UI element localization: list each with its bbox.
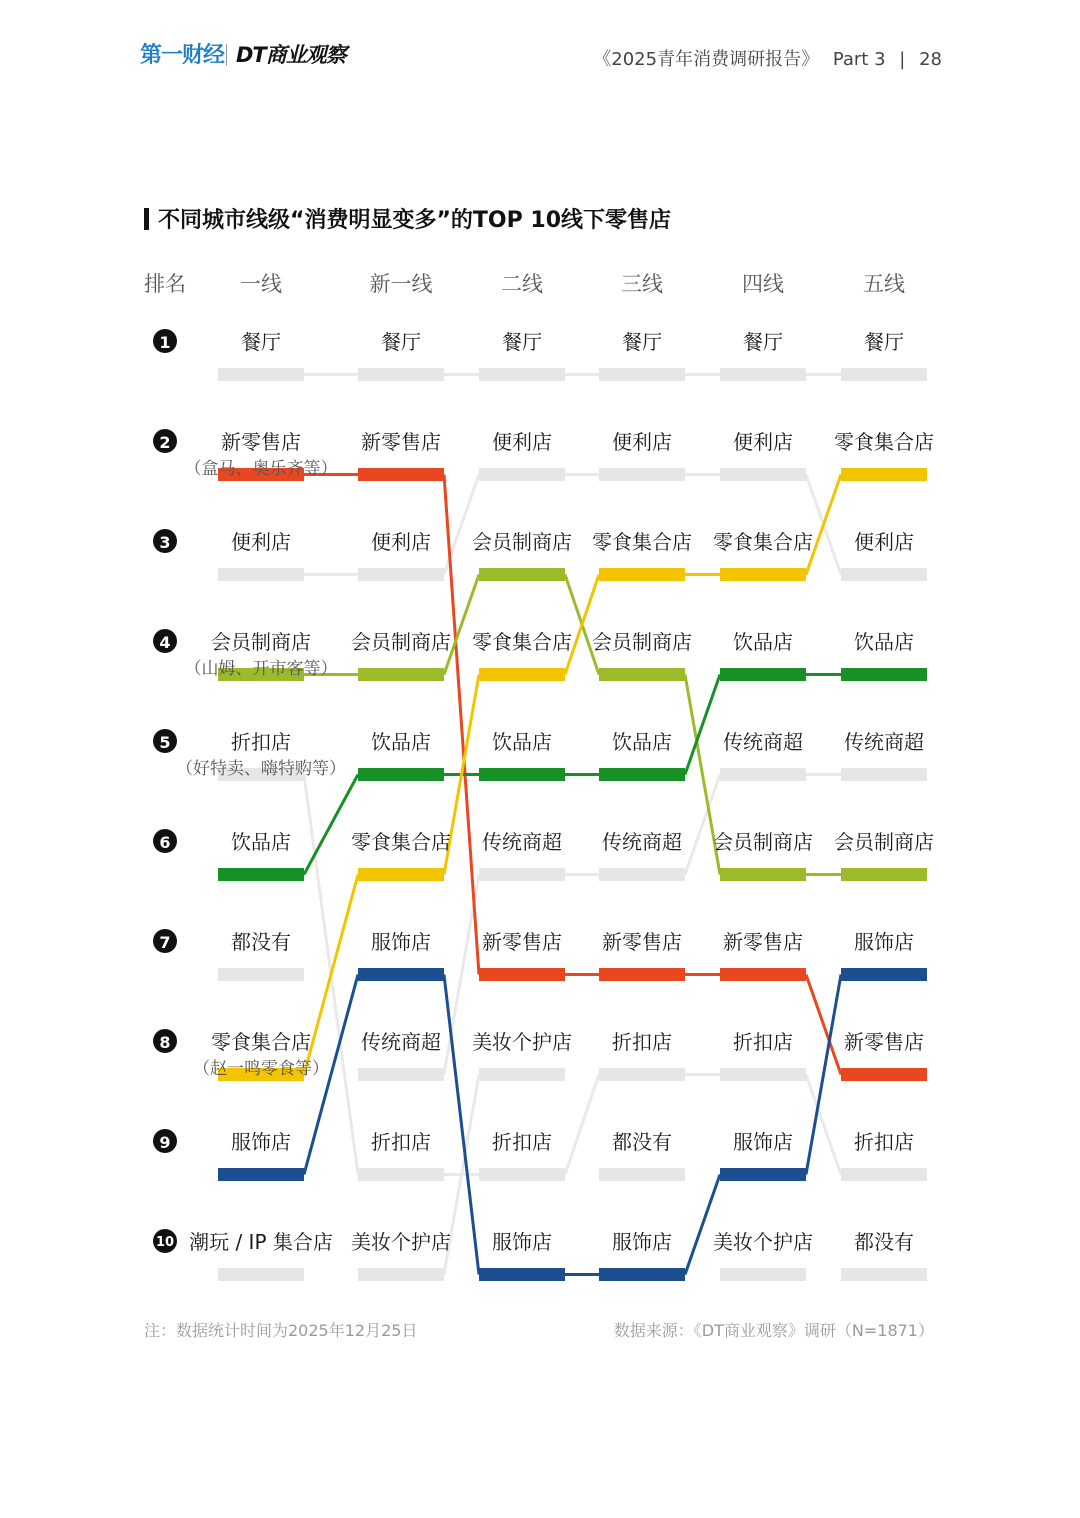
- chart-title: 不同城市线级“消费明显变多”的TOP 10线下零售店: [158, 208, 672, 233]
- store-label: 便利店: [733, 430, 793, 454]
- rank-number: 10: [155, 1235, 175, 1250]
- rank-bar: [599, 468, 685, 481]
- rank-number: 9: [159, 1133, 171, 1152]
- rank-bar: [358, 368, 444, 381]
- rank-bar: [218, 568, 304, 581]
- store-label: 传统商超: [602, 830, 682, 854]
- store-label: 服饰店: [733, 1130, 793, 1154]
- store-label: 会员制商店: [472, 530, 572, 554]
- store-label: 传统商超: [844, 730, 924, 754]
- store-sub-label: （赵一鸣零食等）: [193, 1059, 329, 1079]
- rank-bar: [841, 568, 927, 581]
- rank-bar: [358, 668, 444, 681]
- connector-line: [685, 675, 720, 775]
- rank-bar: [720, 768, 806, 781]
- store-label: 零食集合店: [351, 830, 451, 854]
- store-label: 折扣店: [492, 1130, 552, 1154]
- rank-bar: [358, 868, 444, 881]
- rank-bar: [841, 868, 927, 881]
- rank-number: 6: [159, 833, 171, 852]
- store-label: 零食集合店: [592, 530, 692, 554]
- connector-line: [685, 1175, 720, 1275]
- rank-bar: [218, 368, 304, 381]
- column-header: 四线: [742, 272, 784, 296]
- store-label: 传统商超: [723, 730, 803, 754]
- rank-bar: [720, 1068, 806, 1081]
- store-label: 餐厅: [502, 330, 542, 354]
- store-label: 会员制商店: [211, 630, 311, 654]
- store-label: 会员制商店: [713, 830, 813, 854]
- rank-bar: [599, 968, 685, 981]
- rank-bar: [841, 468, 927, 481]
- dt-logo: DT商业观察: [236, 43, 346, 67]
- connector-line: [806, 975, 841, 1175]
- rank-bar: [218, 968, 304, 981]
- footer-note: 注：数据统计时间为2025年12月25日: [144, 1321, 418, 1340]
- rank-bar: [479, 768, 565, 781]
- rank-bar: [720, 968, 806, 981]
- store-label: 零食集合店: [834, 430, 934, 454]
- rank-bar: [479, 1268, 565, 1281]
- store-sub-label: （盒马、奥乐齐等）: [184, 459, 338, 479]
- connector-line: [304, 875, 358, 1075]
- rank-bar: [720, 668, 806, 681]
- report-part: Part 3: [832, 49, 886, 70]
- store-label: 服饰店: [492, 1230, 552, 1254]
- rank-number: 1: [159, 333, 171, 352]
- store-label: 便利店: [231, 530, 291, 554]
- rank-bar: [479, 1168, 565, 1181]
- store-label: 会员制商店: [351, 630, 451, 654]
- store-label: 饮品店: [492, 730, 552, 754]
- store-sub-label: （好特卖、嗨特购等）: [176, 759, 346, 779]
- store-label: 服饰店: [231, 1130, 291, 1154]
- store-label: 零食集合店: [713, 530, 813, 554]
- rank-bar: [599, 568, 685, 581]
- rank-bar: [599, 1068, 685, 1081]
- store-label: 都没有: [612, 1130, 672, 1154]
- rank-bar: [841, 668, 927, 681]
- rank-bar: [841, 1168, 927, 1181]
- connector-line: [806, 1075, 841, 1175]
- rank-bar: [720, 1168, 806, 1181]
- store-label: 便利店: [854, 530, 914, 554]
- rank-bar: [841, 1268, 927, 1281]
- store-label: 服饰店: [854, 930, 914, 954]
- store-label: 餐厅: [743, 330, 783, 354]
- rank-bar: [358, 1168, 444, 1181]
- rank-bar: [599, 1168, 685, 1181]
- rank-bar: [218, 1168, 304, 1181]
- store-label: 新零售店: [361, 430, 441, 454]
- store-label: 新零售店: [723, 930, 803, 954]
- rank-bar: [479, 868, 565, 881]
- rank-bar: [599, 868, 685, 881]
- rank-number: 3: [159, 533, 171, 552]
- rank-number: 5: [159, 733, 171, 752]
- rank-bar: [479, 968, 565, 981]
- store-label: 美妆个护店: [713, 1230, 813, 1254]
- rank-bar: [218, 868, 304, 881]
- store-label: 新零售店: [602, 930, 682, 954]
- connector-line: [806, 975, 841, 1075]
- store-label: 服饰店: [612, 1230, 672, 1254]
- rank-bar: [479, 1068, 565, 1081]
- store-label: 传统商超: [482, 830, 562, 854]
- store-label: 折扣店: [854, 1130, 914, 1154]
- page-number: 28: [919, 49, 942, 70]
- rank-header: 排名: [144, 272, 186, 296]
- rank-bar: [599, 768, 685, 781]
- store-label: 会员制商店: [592, 630, 692, 654]
- rank-bar: [358, 1068, 444, 1081]
- store-label: 饮品店: [231, 830, 291, 854]
- store-label: 餐厅: [241, 330, 281, 354]
- rank-bar: [479, 568, 565, 581]
- rank-bar: [720, 368, 806, 381]
- store-label: 折扣店: [733, 1030, 793, 1054]
- store-label: 都没有: [231, 930, 291, 954]
- rank-bar: [479, 368, 565, 381]
- store-label: 便利店: [492, 430, 552, 454]
- connector-line: [685, 775, 720, 875]
- rank-bar: [720, 868, 806, 881]
- rank-bar: [599, 668, 685, 681]
- store-label: 美妆个护店: [351, 1230, 451, 1254]
- rank-bar: [841, 368, 927, 381]
- rank-bar: [358, 468, 444, 481]
- rank-bar: [358, 568, 444, 581]
- rank-bar: [720, 468, 806, 481]
- connector-line: [444, 575, 479, 675]
- store-sub-label: （山姆、开市客等）: [184, 659, 338, 679]
- store-label: 便利店: [371, 530, 431, 554]
- column-header: 一线: [240, 272, 282, 296]
- store-label: 折扣店: [612, 1030, 672, 1054]
- store-label: 餐厅: [381, 330, 421, 354]
- store-label: 折扣店: [231, 730, 291, 754]
- report-title: 《2025青年消费调研报告》: [593, 49, 820, 70]
- rank-bars: [218, 368, 927, 1281]
- rank-bar: [218, 1268, 304, 1281]
- column-header: 二线: [501, 272, 543, 296]
- store-label: 饮品店: [612, 730, 672, 754]
- store-label: 传统商超: [361, 1030, 441, 1054]
- store-label: 零食集合店: [211, 1030, 311, 1054]
- rank-bar: [358, 1268, 444, 1281]
- connector-line: [565, 1075, 599, 1175]
- header-divider: |: [899, 49, 906, 70]
- rank-bar: [841, 768, 927, 781]
- column-header: 三线: [621, 272, 663, 296]
- rank-bar: [358, 968, 444, 981]
- store-label: 饮品店: [733, 630, 793, 654]
- rank-bar: [720, 1268, 806, 1281]
- rank-number: 7: [159, 933, 171, 952]
- store-label: 餐厅: [864, 330, 904, 354]
- column-header: 新一线: [369, 272, 433, 296]
- store-label: 餐厅: [622, 330, 662, 354]
- store-label: 新零售店: [482, 930, 562, 954]
- store-label: 服饰店: [371, 930, 431, 954]
- store-label: 折扣店: [371, 1130, 431, 1154]
- store-label: 便利店: [612, 430, 672, 454]
- store-label: 饮品店: [854, 630, 914, 654]
- store-label: 美妆个护店: [472, 1030, 572, 1054]
- column-header: 五线: [863, 272, 905, 296]
- store-label: 会员制商店: [834, 830, 934, 854]
- store-label: 零食集合店: [472, 630, 572, 654]
- store-label: 饮品店: [371, 730, 431, 754]
- store-label: 新零售店: [844, 1030, 924, 1054]
- store-label: 都没有: [854, 1230, 914, 1254]
- store-label: 新零售店: [221, 430, 301, 454]
- rank-bar: [358, 768, 444, 781]
- data-source: 数据来源：《DT商业观察》调研（N=1871）: [613, 1321, 934, 1340]
- rank-bar: [599, 368, 685, 381]
- rank-number: 4: [159, 633, 171, 652]
- rank-bar: [479, 668, 565, 681]
- rank-number: 2: [159, 433, 171, 452]
- rank-bar: [841, 1068, 927, 1081]
- rank-bar: [479, 468, 565, 481]
- rank-number: 8: [159, 1033, 171, 1052]
- yicai-logo: 第一财经: [140, 43, 225, 68]
- store-label: 潮玩 / IP 集合店: [189, 1230, 333, 1254]
- rank-bar: [599, 1268, 685, 1281]
- rank-bar: [841, 968, 927, 981]
- rank-bar: [720, 568, 806, 581]
